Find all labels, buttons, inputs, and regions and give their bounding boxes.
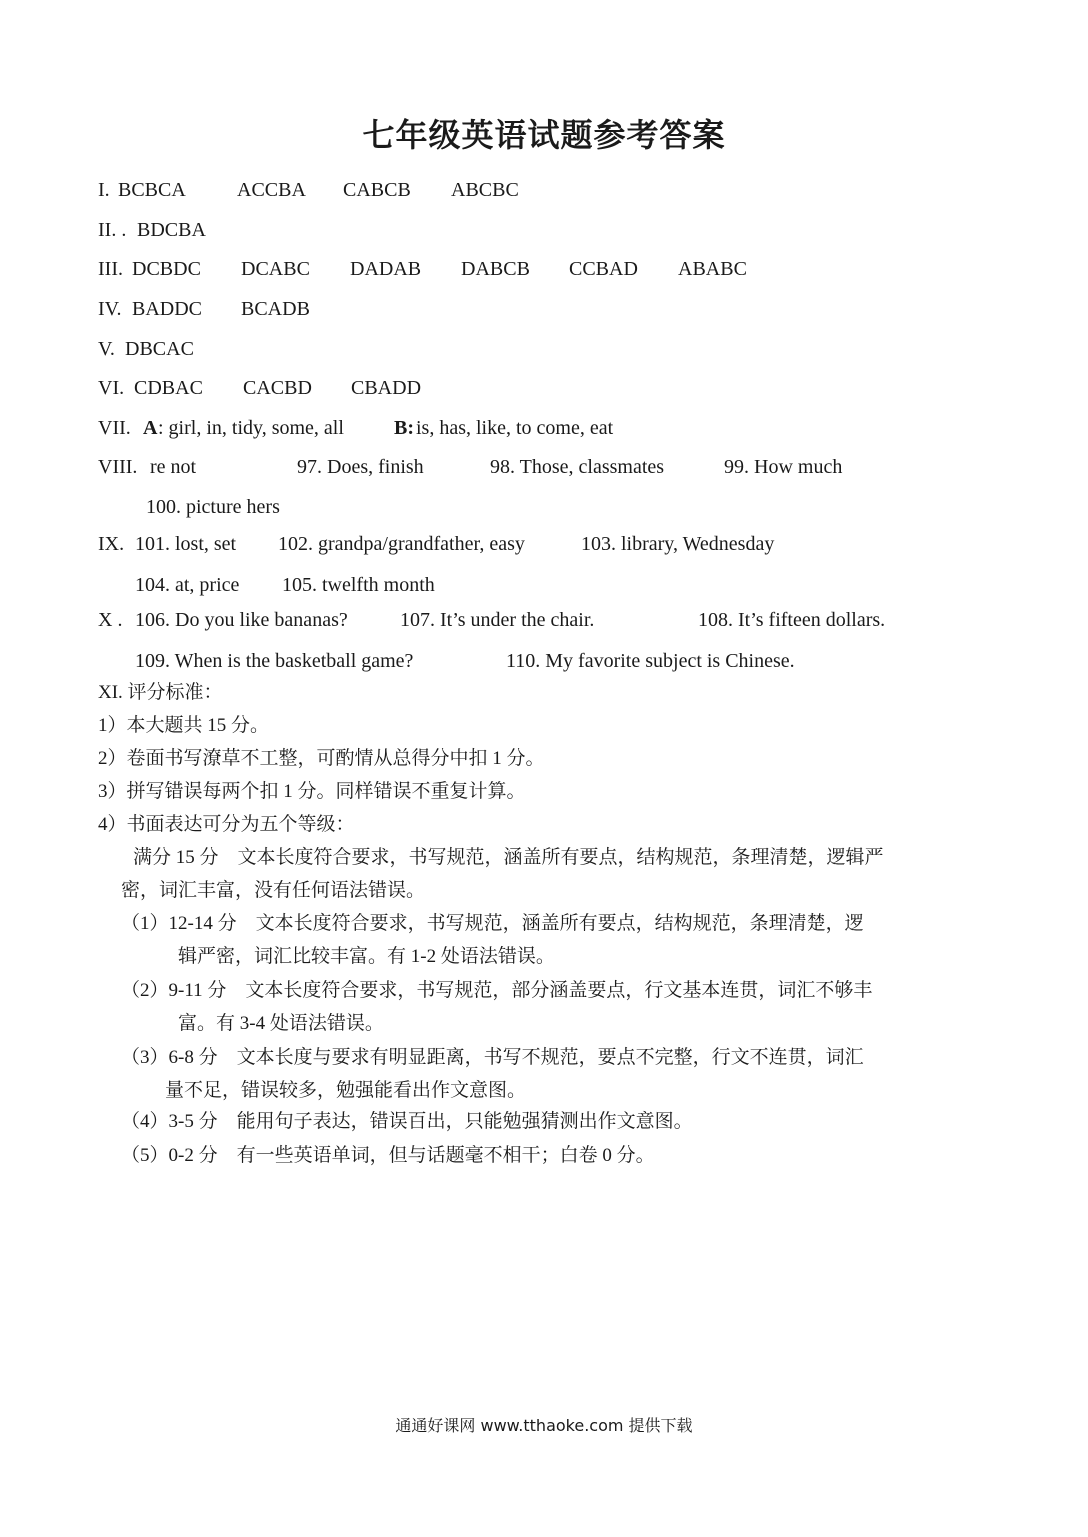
grade-1-line2: 辑严密，词汇比较丰富。有 1-2 处语法错误。	[178, 946, 555, 967]
answer-item: 102. grandpa/grandfather, easy	[278, 533, 525, 555]
section-label: VII.	[98, 417, 131, 439]
grade-2-line2: 富。有 3-4 处语法错误。	[178, 1013, 384, 1034]
answer-group: CABCB	[343, 179, 411, 201]
answer-line-3	[98, 259, 998, 283]
answer-item: 97. Does, finish	[297, 456, 424, 478]
answer-item: 104. at, price	[135, 574, 240, 596]
answer-line-1	[98, 180, 998, 204]
grade-5-line: （5）0-2 分 有一些英语单词，但与话题毫不相干；白卷 0 分。	[121, 1145, 655, 1166]
answer-item: 99. How much	[724, 456, 843, 478]
answer-line-8	[98, 457, 998, 481]
answer-item: 110. My favorite subject is Chinese.	[506, 650, 795, 672]
answer-line-4	[98, 299, 998, 323]
answer-line-10	[98, 610, 998, 634]
section-label: II. .	[98, 219, 127, 241]
grade-3-line1: （3）6-8 分 文本长度与要求有明显距离，书写不规范，要点不完整，行文不连贯，词汇	[121, 1047, 864, 1068]
section-label: I.	[98, 179, 110, 201]
answer-line-7	[98, 418, 998, 442]
answer-line-9b	[135, 575, 835, 599]
answer-item: re not	[150, 456, 197, 478]
answer-group: DCBDC	[132, 258, 201, 280]
part-b-label: B:	[394, 417, 414, 439]
answer-group: DABCB	[461, 258, 530, 280]
answer-group: BADDC	[132, 298, 203, 320]
answer-line-5	[98, 339, 998, 363]
answer-line-10b	[135, 651, 935, 675]
answer-item: 108. It’s fifteen dollars.	[698, 609, 886, 631]
answer-group: CDBAC	[134, 377, 203, 399]
answer-group: ABABC	[678, 258, 747, 280]
answer-item: 109. When is the basketball game?	[135, 650, 414, 672]
scoring-rule: 2）卷面书写潦草不工整，可酌情从总得分中扣 1 分。	[98, 748, 545, 769]
answer-group: BDCBA	[137, 219, 206, 241]
grade-2-line1: （2）9-11 分 文本长度符合要求，书写规范，部分涵盖要点，行文基本连贯，词汇不够丰	[121, 980, 873, 1001]
answer-group: BCBCA	[118, 179, 186, 201]
scoring-rule: 3）拼写错误每两个扣 1 分。同样错误不重复计算。	[98, 781, 526, 802]
grade-full-line2: 密，词汇丰富，没有任何语法错误。	[121, 880, 426, 901]
part-a-label: A	[143, 417, 158, 439]
answer-group: CCBAD	[569, 258, 638, 280]
section-label: X .	[98, 609, 123, 631]
grade-1-line1: （1）12-14 分 文本长度符合要求，书写规范，涵盖所有要点，结构规范，条理清楚，逻	[121, 913, 864, 934]
answer-item: 100. picture hers	[146, 496, 280, 518]
section-label: IX.	[98, 533, 125, 555]
part-b-answers: is, has, like, to come, eat	[416, 417, 614, 439]
answer-line-2	[98, 220, 998, 244]
answer-line-6	[98, 378, 998, 402]
answer-group: DCABC	[241, 258, 310, 280]
section-label: IV.	[98, 298, 122, 320]
grade-3-line2: 量不足，错误较多，勉强能看出作文意图。	[165, 1080, 527, 1101]
answer-item: 98. Those, classmates	[490, 456, 665, 478]
section-label: V.	[98, 338, 115, 360]
answer-item: 107. It’s under the chair.	[400, 609, 595, 631]
section-label: III.	[98, 258, 123, 280]
answer-group: BCADB	[241, 298, 310, 320]
page-title: 七年级英语试题参考答案	[362, 117, 726, 153]
answer-group: ACCBA	[237, 179, 306, 201]
answer-group: ABCBC	[451, 179, 519, 201]
answer-line-8b	[146, 497, 746, 521]
scoring-rule: 4）书面表达可分为五个等级：	[98, 814, 355, 835]
answer-group: CACBD	[243, 377, 312, 399]
scoring-rule: 1）本大题共 15 分。	[98, 715, 270, 736]
scoring-heading: XI. 评分标准：	[98, 682, 223, 703]
answer-item: 105. twelfth month	[282, 574, 435, 596]
answer-group: DADAB	[350, 258, 422, 280]
grade-full-line1: 满分 15 分 文本长度符合要求，书写规范，涵盖所有要点，结构规范，条理清楚，逻辑严	[133, 847, 884, 868]
section-label: VIII.	[98, 456, 138, 478]
answer-item: 101. lost, set	[135, 533, 237, 555]
part-a-answers: : girl, in, tidy, some, all	[158, 417, 344, 439]
section-label: VI.	[98, 377, 125, 399]
footer-source: 通通好课网 www.tthaoke.com 提供下载	[395, 1416, 693, 1435]
answer-item: 106. Do you like bananas?	[135, 609, 348, 631]
grade-4-line: （4）3-5 分 能用句子表达，错误百出，只能勉强猜测出作文意图。	[121, 1111, 693, 1132]
answer-group: CBADD	[351, 377, 422, 399]
answer-line-9	[98, 534, 998, 558]
answer-item: 103. library, Wednesday	[581, 533, 775, 555]
answer-group: DBCAC	[125, 338, 194, 360]
